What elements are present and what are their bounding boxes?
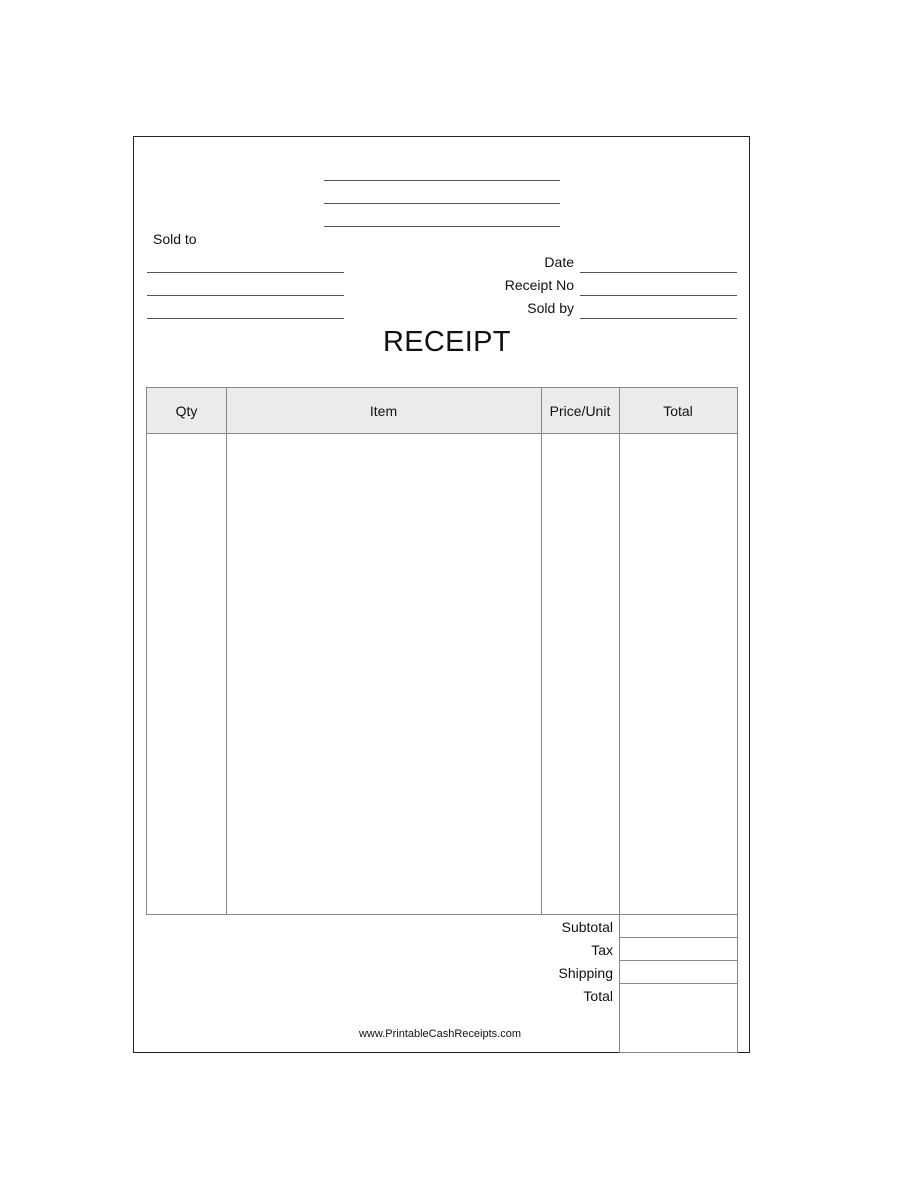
company-line-1[interactable] [324,180,560,181]
price-unit-column-body[interactable] [542,434,619,914]
receipt-no-label: Receipt No [504,277,574,293]
receipt-title: RECEIPT [383,326,511,358]
sold-by-label: Sold by [527,300,574,316]
date-label: Date [544,254,574,270]
qty-column-body[interactable] [147,434,226,914]
total-column-body[interactable] [620,434,737,914]
subtotal-label: Subtotal [561,919,613,935]
sold-to-line-1[interactable] [147,272,344,273]
receipt-no-field[interactable] [580,295,737,296]
total-label: Total [583,988,613,1004]
sold-to-line-3[interactable] [147,318,344,319]
subtotal-field[interactable] [619,914,738,938]
total-field[interactable] [619,983,738,1053]
items-table [146,387,738,915]
column-header-total: Total [663,403,693,419]
shipping-field[interactable] [619,960,738,984]
shipping-label: Shipping [558,965,613,981]
company-line-2[interactable] [324,203,560,204]
sold-to-line-2[interactable] [147,295,344,296]
company-line-3[interactable] [324,226,560,227]
item-column-body[interactable] [227,434,541,914]
column-header-item: Item [369,403,398,419]
sold-to-label: Sold to [153,231,197,247]
column-header-price-unit: Price/Unit [549,403,611,419]
footer-website: www.PrintableCashReceipts.com [358,1028,521,1040]
tax-label: Tax [591,942,613,958]
sold-by-field[interactable] [580,318,737,319]
date-field[interactable] [580,272,737,273]
column-header-qty: Qty [175,403,198,419]
tax-field[interactable] [619,937,738,961]
